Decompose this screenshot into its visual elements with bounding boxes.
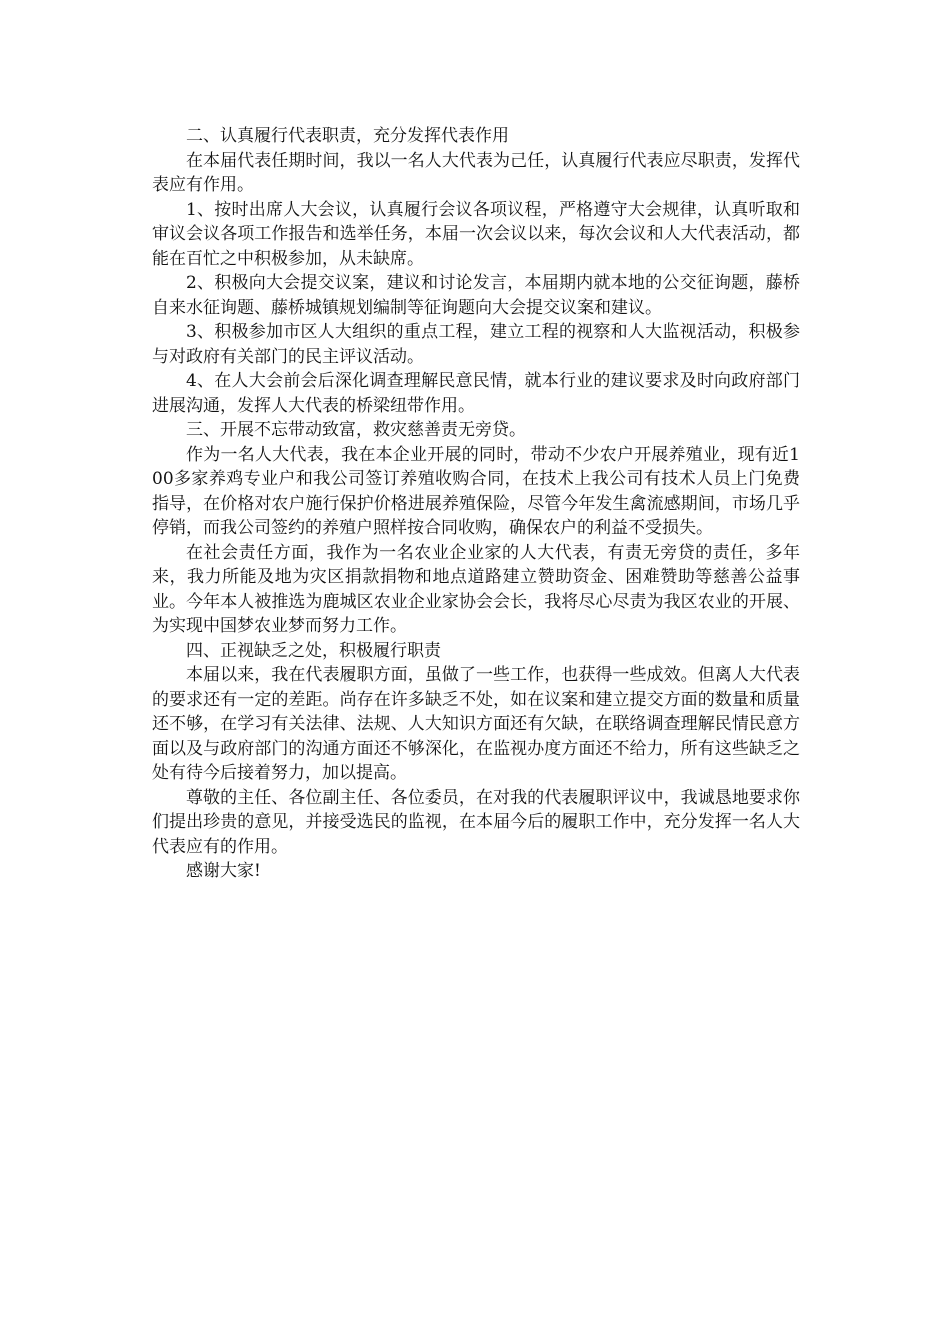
paragraph-social-responsibility: 在社会责任方面，我作为一名农业企业家的人大代表，有责无旁贷的责任，多年来，我力所能及地为灾区捐款捐物和地点道路建立赞助资金、困难赞助等慈善公益事业。今年本人被推选为鹿城区农业企业家协会会长，我将尽心尽责为我区农业的开展、为实现中国梦农业梦而努力工作。: [152, 542, 800, 636]
section-heading-3: 三、开展不忘带动致富，救灾慈善责无旁贷。: [186, 420, 526, 440]
paragraph-item-4: 4、在人大会前会后深化调查理解民意民情，就本行业的建议要求及时向政府部门进展沟通，发挥人大代表的桥梁纽带作用。: [152, 371, 800, 416]
paragraph-request: 尊敬的主任、各位副主任、各位委员，在对我的代表履职评议中，我诚恳地要求你们提出珍贵的意见，并接受选民的监视，在本届今后的履职工作中，充分发挥一名人大代表应有的作用。: [152, 787, 800, 857]
section-heading-4: 四、正视缺乏之处，积极履行职责: [186, 640, 441, 661]
paragraph-farming: 作为一名人大代表，我在本企业开展的同时，带动不少农户开展养殖业，现有近100多家养鸡专业户和我公司签订养殖收购合同，在技术上我公司有技术人员上门免费指导，在价格对农户施行保护价格进展养殖保险，尽管今年发生禽流感期间，市场几乎停销，而我公司签约的养殖户照样按合同收购，确保农户的利益不受损失。: [152, 444, 800, 538]
paragraph-item-3: 3、积极参加市区人大组织的重点工程，建立工程的视察和人大监视活动，积极参与对政府有关部门的民主评议活动。: [152, 322, 800, 367]
document-body: [152, 124, 800, 884]
paragraph-closing: 感谢大家!: [186, 861, 261, 881]
section-heading-2: 二、认真履行代表职责，充分发挥代表作用: [186, 126, 509, 146]
paragraph-item-2: 2、积极向大会提交议案，建议和讨论发言，本届期内就本地的公交征询题，藤桥自来水征询题、藤桥城镇规划编制等征询题向大会提交议案和建议。: [152, 273, 800, 318]
paragraph-intro: 在本届代表任期时间，我以一名人大代表为己任，认真履行代表应尽职责，发挥代表应有作用。: [152, 150, 800, 195]
paragraph-shortcomings: 本届以来，我在代表履职方面，虽做了一些工作，也获得一些成效。但离人大代表的要求还有一定的差距。尚存在许多缺乏不处，如在议案和建立提交方面的数量和质量还不够，在学习有关法律、法规、人大知识方面还有欠缺，在联络调查理解民情民意方面以及与政府部门的沟通方面还不够深化，在监视办度方面还不给力，所有这些缺乏之处有待今后接着努力，加以提高。: [152, 665, 800, 783]
paragraph-item-1: 1、按时出席人大会议，认真履行会议各项议程，严格遵守大会规律，认真听取和审议会议各项工作报告和选举任务，本届一次会议以来，每次会议和人大代表活动，都能在百忙之中积极参加，从未缺席。: [152, 199, 800, 269]
